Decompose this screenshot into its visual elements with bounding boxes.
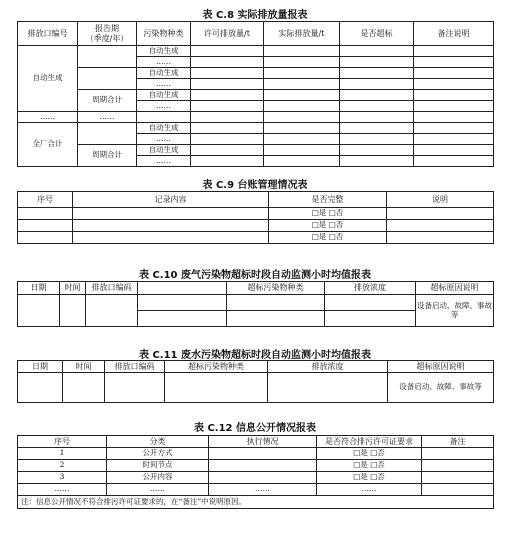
c8-outlet-auto: 自动生成 <box>18 46 78 112</box>
c12-compliant-checkbox[interactable]: □是 □否 <box>317 448 422 460</box>
c11-header-outlet: 排放口编码 <box>105 361 165 373</box>
c8-header-remark: 备注说明 <box>414 22 494 46</box>
c11-header-conc: 排放浓度 <box>268 361 388 373</box>
c10-reason-cell: 设备启动、故障、事故等 <box>416 295 494 327</box>
c12-header-status: 执行情况 <box>209 436 317 448</box>
c8-pollutant-cell: …… <box>137 134 191 145</box>
c12-ellipsis: …… <box>18 484 107 496</box>
c12-row-category: 公开方式 <box>107 448 209 460</box>
c11-header-reason: 超标原因说明 <box>388 361 494 373</box>
c8-pollutant-cell: 自动生成 <box>137 46 191 57</box>
c8-header-actual: 实际排放量/t <box>264 22 340 46</box>
c12-header-category: 分类 <box>107 436 209 448</box>
c8-pollutant-cell: 自动生成 <box>137 68 191 79</box>
c12-row-no: 1 <box>18 448 107 460</box>
table-c9 <box>17 191 494 244</box>
c12-compliant-checkbox[interactable]: □是 □否 <box>317 472 422 484</box>
c8-pollutant-cell: 自动生成 <box>137 90 191 101</box>
c11-header-pollutant: 超标污染物种类 <box>165 361 268 373</box>
table-row <box>18 484 494 496</box>
c12-row-category: 时间节点 <box>107 460 209 472</box>
c9-header-content: 记录内容 <box>73 192 269 208</box>
c11-reason-cell: 设备启动、故障、事故等 <box>388 373 494 403</box>
c9-header-complete: 是否完整 <box>269 192 387 208</box>
c9-complete-checkbox[interactable]: □是 □否 <box>269 208 387 220</box>
c9-header-desc: 说明 <box>387 192 494 208</box>
c8-period-total: 周期合计 <box>78 145 137 167</box>
c12-header-no: 序号 <box>18 436 107 448</box>
table-c12-title: 表 C.12 信息公开情况报表 <box>193 423 317 434</box>
c9-header-no: 序号 <box>18 192 73 208</box>
c10-header-reason: 超标原因说明 <box>416 282 494 295</box>
c8-period-total: 周期合计 <box>78 90 137 112</box>
c8-pollutant-cell: …… <box>137 57 191 68</box>
c12-row-no: 3 <box>18 472 107 484</box>
c8-outlet-total: 全厂合计 <box>18 123 78 167</box>
c8-pollutant-cell: 自动生成 <box>137 145 191 156</box>
c9-complete-checkbox[interactable]: □是 □否 <box>269 232 387 244</box>
c12-row-category: 公开内容 <box>107 472 209 484</box>
c8-header-outlet: 排放口编号 <box>18 22 78 46</box>
table-row <box>18 460 494 472</box>
table-row <box>18 472 494 484</box>
table-c8 <box>17 21 494 167</box>
c12-header-remark: 备注 <box>422 436 494 448</box>
c10-header-conc: 排放浓度 <box>325 282 416 295</box>
c8-header-period-text: 报告期 （季度/年） <box>85 24 129 43</box>
table-c12 <box>17 435 494 509</box>
c12-note: 注：信息公开情况不符合排污许可证要求的，在“备注”中说明原因。 <box>18 496 494 509</box>
c8-header-pollutant: 污染物种类 <box>137 22 191 46</box>
c8-pollutant-cell: …… <box>137 101 191 112</box>
table-c11 <box>17 360 494 403</box>
table-row <box>18 448 494 460</box>
c10-header-date: 日期 <box>18 282 60 295</box>
c10-header-pollutant: 超标污染物种类 <box>227 282 325 295</box>
c12-ellipsis: …… <box>107 484 209 496</box>
c12-compliant-checkbox[interactable]: □是 □否 <box>317 460 422 472</box>
c8-period-ellipsis: …… <box>78 112 137 123</box>
c8-pollutant-cell: 自动生成 <box>137 123 191 134</box>
c8-header-exceed: 是否超标 <box>340 22 414 46</box>
c12-header-compliant: 是否符合排污许可证要求 <box>317 436 422 448</box>
table-c8-title: 表 C.8 实际排放量报表 <box>202 10 308 21</box>
c8-header-permitted: 许可排放量/t <box>191 22 264 46</box>
c8-pollutant-cell: …… <box>137 79 191 90</box>
c9-complete-checkbox[interactable]: □是 □否 <box>269 220 387 232</box>
c12-ellipsis: …… <box>209 484 317 496</box>
c10-header-outlet: 排放口编码 <box>86 282 138 295</box>
c11-header-time: 时间 <box>63 361 105 373</box>
table-c10 <box>17 281 494 327</box>
table-c11-title: 表 C.11 废水污染物超标时段自动监测小时均值报表 <box>138 350 372 361</box>
c11-header-date: 日期 <box>18 361 63 373</box>
table-c10-title: 表 C.10 废气污染物超标时段自动监测小时均值报表 <box>138 270 372 281</box>
c12-ellipsis: …… <box>317 484 422 496</box>
c10-header-time: 时间 <box>60 282 86 295</box>
table-c9-title: 表 C.9 台账管理情况表 <box>202 180 308 191</box>
c8-outlet-ellipsis: …… <box>18 112 78 123</box>
c8-header-period <box>78 22 137 46</box>
c8-pollutant-cell: …… <box>137 156 191 167</box>
c12-row-no: 2 <box>18 460 107 472</box>
